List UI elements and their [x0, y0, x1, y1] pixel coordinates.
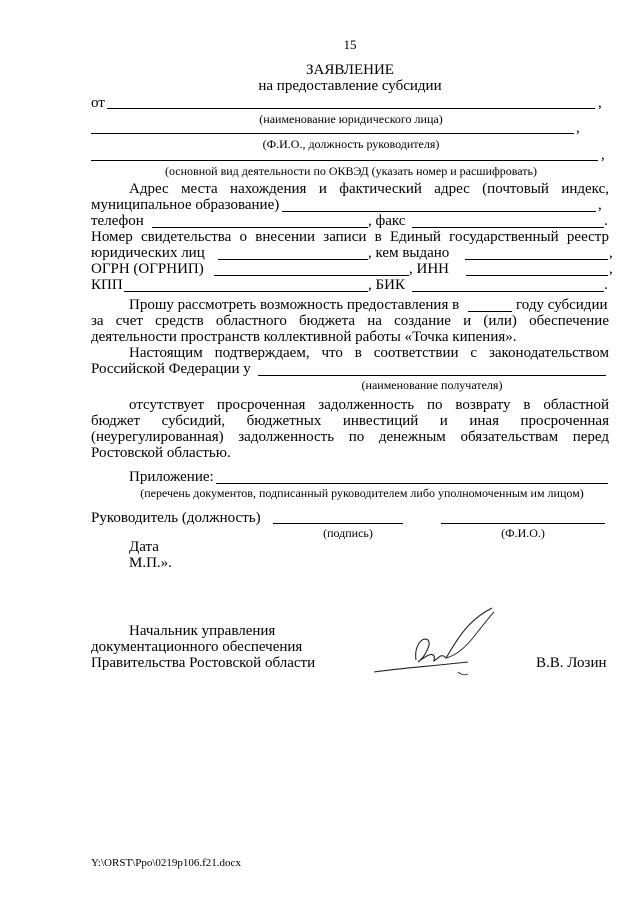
- okved-field[interactable]: [91, 160, 598, 161]
- document-title: ЗАЯВЛЕНИЕ: [306, 62, 394, 78]
- attachment-field[interactable]: [216, 483, 608, 484]
- year-field[interactable]: [468, 311, 512, 312]
- fax-field[interactable]: [412, 227, 604, 228]
- hint-okved: (основной вид деятельности по ОКВЭД (указать номер и расшифровать): [165, 164, 537, 178]
- recipient-field[interactable]: [258, 375, 606, 376]
- comma: ,: [609, 261, 613, 277]
- cert-label: юридических лиц: [91, 245, 205, 261]
- page-number: 15: [343, 37, 357, 52]
- hint-legal-entity: (наименование юридического лица): [259, 112, 443, 126]
- issued-by-label: , кем выдано: [368, 245, 450, 261]
- inn-label: , ИНН: [409, 261, 449, 277]
- footer-path: Y:\ORST\Ppo\0219p106.f21.docx: [91, 857, 241, 869]
- bik-field[interactable]: [412, 291, 604, 292]
- request-line2: за счет средств областного бюджета на создание и (или) обеспечение: [91, 313, 609, 329]
- attachment-label: Приложение:: [129, 469, 214, 485]
- hint-signature: (подпись): [323, 526, 373, 540]
- stamp-label: М.П.».: [129, 555, 172, 571]
- address-field[interactable]: [282, 211, 596, 212]
- hint-recipient: (наименование получателя): [361, 378, 503, 392]
- confirm-line2: Российской Федерации у: [91, 361, 251, 377]
- absent-line2: бюджет субсидий, бюджетных инвестиций и иная просроченная: [91, 413, 609, 429]
- hint-head-name: (Ф.И.О., должность руководителя): [262, 137, 440, 151]
- ogrn-label: ОГРН (ОГРНИП): [91, 261, 204, 277]
- from-label: от: [91, 95, 105, 111]
- hint-attachment: (перечень документов, подписанный руководителем либо уполномоченным им лицом): [140, 486, 584, 500]
- handwritten-signature: [372, 606, 504, 684]
- comma: ,: [598, 95, 602, 111]
- request-line3: деятельности пространств коллективной работы «Точка кипения».: [91, 329, 517, 345]
- signer-line2: документационного обеспечения: [91, 639, 303, 655]
- address-line2: муниципальное образование): [91, 197, 280, 213]
- absent-line3: (неурегулированная) задолженность по денежным обязательствам перед: [91, 429, 609, 445]
- confirm-line1: Настоящим подтверждаем, что в соответствии с законодательством: [129, 345, 609, 361]
- comma: ,: [598, 197, 602, 213]
- phone-field[interactable]: [152, 227, 368, 228]
- address-line1: Адрес места нахождения и фактический адрес (почтовый индекс,: [129, 181, 609, 197]
- signer-name: В.В. Лозин: [536, 655, 607, 671]
- period: .: [604, 277, 608, 293]
- inn-field[interactable]: [466, 275, 608, 276]
- cert-number-field[interactable]: [218, 259, 368, 260]
- period: .: [604, 213, 608, 229]
- signature-field[interactable]: [273, 523, 403, 524]
- cert-line1: Номер свидетельства о внесении записи в Единый государственный реестр: [91, 229, 609, 245]
- kpp-label: КПП: [91, 277, 123, 293]
- absent-line4: Ростовской областью.: [91, 445, 231, 461]
- head-name-field[interactable]: [91, 133, 574, 134]
- absent-line1: отсутствует просроченная задолженность по возврату в областной: [129, 397, 609, 413]
- phone-label: телефон: [91, 213, 144, 229]
- kpp-field[interactable]: [124, 291, 368, 292]
- comma: ,: [609, 245, 613, 261]
- date-label: Дата: [129, 539, 159, 555]
- document-subtitle: на предоставление субсидии: [258, 78, 442, 94]
- head-label: Руководитель (должность): [91, 510, 261, 526]
- signer-line3: Правительства Ростовской области: [91, 655, 316, 671]
- issued-by-field[interactable]: [465, 259, 608, 260]
- fax-label: , факс: [368, 213, 406, 229]
- ogrn-field[interactable]: [214, 275, 409, 276]
- fio-field[interactable]: [441, 523, 605, 524]
- legal-entity-field[interactable]: [107, 108, 595, 109]
- signer-line1: Начальник управления: [129, 623, 276, 639]
- comma: ,: [601, 147, 605, 163]
- request-text-a: Прошу рассмотреть возможность предоставления в: [129, 297, 460, 313]
- request-text-b: году субсидии: [516, 297, 608, 313]
- comma: ,: [576, 120, 580, 136]
- bik-label: , БИК: [368, 277, 405, 293]
- hint-fio: (Ф.И.О.): [501, 526, 545, 540]
